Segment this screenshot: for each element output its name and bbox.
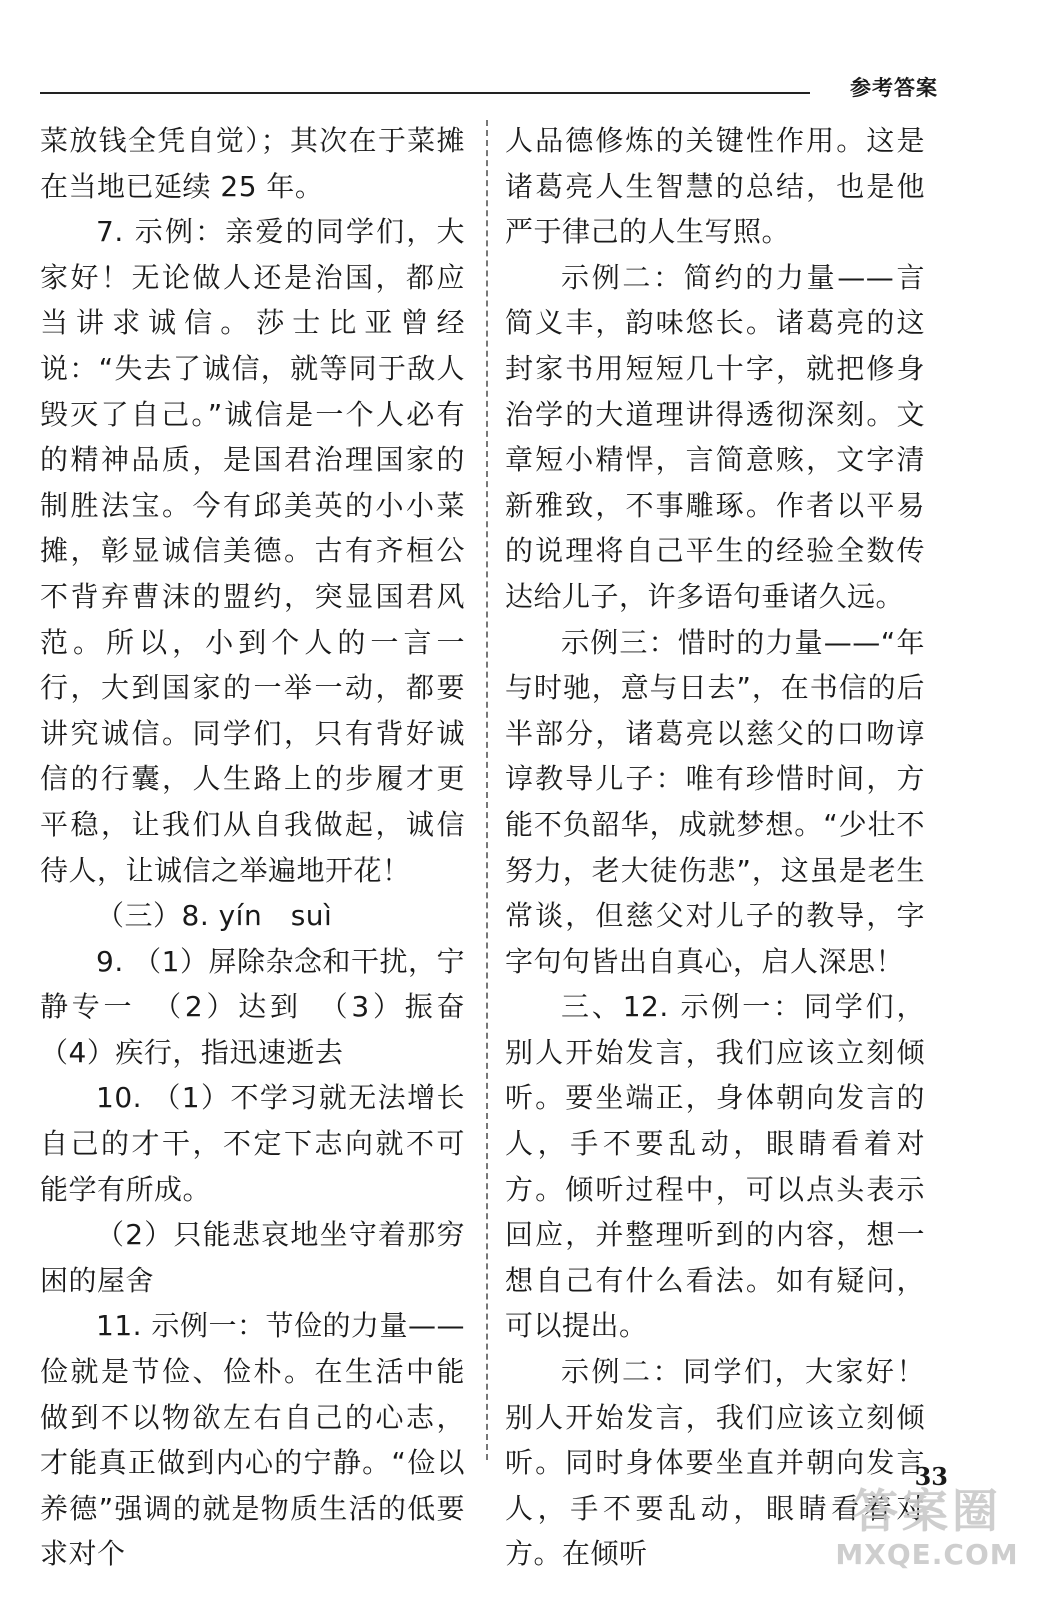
- left-paragraph-7: 11. 示例一：节俭的力量——俭就是节俭、俭朴。在生活中能做到不以物欲左右自己的心志，才能真正做到内心的宁静。“俭以养德”强调的就是物质生活的低要求对个: [40, 1309, 465, 1571]
- header-title: 参考答案: [850, 76, 938, 100]
- right-paragraph-3: 示例三：惜时的力量——“年与时驰，意与日去”，在书信的后半部分，诸葛亮以慈父的口吻谆谆教导儿子：唯有珍惜时间，方能不负韶华，成就梦想。“少壮不努力，老大徒伤悲”，这虽是老生常谈，但慈父对儿子的教导，字字句句皆出自真心，启人深思！: [505, 625, 925, 978]
- right-paragraph-5: 示例二：同学们，大家好！别人开始发言，我们应该立刻倾听。同时身体要坐直并朝向发言人，手不要乱动，眼睛看着对方。在倾听: [505, 1355, 925, 1571]
- right-column: [505, 118, 925, 1577]
- watermark-line-1: 答案圈: [852, 1484, 1002, 1538]
- left-paragraph-2: 7. 示例：亲爱的同学们，大家好！无论做人还是治国，都应当讲求诚信。莎士比亚曾经说：“失去了诚信，就等同于敌人毁灭了自己。”诚信是一个人必有的精神品质，是国君治理国家的制胜法宝。今有邱美英的小小菜摊，彰显诚信美德。古有齐桓公不背弃曹沫的盟约，突显国君风范。所以，小到个人的一言一行，大到国家的一举一动，都要讲究诚信。同学们，只有背好诚信的行囊，人生路上的步履才更平稳，让我们从自我做起，诚信待人，让诚信之举遍地开花！: [40, 215, 465, 887]
- column-divider: [486, 120, 488, 1460]
- watermark-logo: [822, 1484, 1032, 1594]
- right-paragraph-1: 人品德修炼的关键性作用。这是诸葛亮人生智慧的总结，也是他严于律己的人生写照。: [505, 124, 925, 249]
- right-paragraph-2: 示例二：简约的力量——言简义丰，韵味悠长。诸葛亮的这封家书用短短几十字，就把修身治学的大道理讲得透彻深刻。文章短小精悍，言简意赅，文字清新雅致，不事雕琢。作者以平易的说理将自己平生的经验全数传达给儿子，许多语句垂诸久远。: [505, 260, 925, 613]
- left-paragraph-4: 9. （1）屏除杂念和干扰，宁静专一 （2）达到 （3）振奋（4）疾行，指迅速逝去: [40, 944, 465, 1069]
- left-paragraph-5: 10. （1）不学习就无法增长自己的才干，不定下志向就不可能学有所成。: [40, 1081, 465, 1206]
- watermark-line-2: MXQE.COM: [835, 1538, 1019, 1571]
- left-paragraph-6: （2）只能悲哀地坐守着那穷困的屋舍: [40, 1218, 465, 1297]
- left-paragraph-3: （三）8. yín suì: [96, 899, 333, 933]
- left-paragraph-1: 菜放钱全凭自觉）；其次在于菜摊在当地已延续 25 年。: [40, 124, 465, 203]
- right-paragraph-4: 三、12. 示例一：同学们，别人开始发言，我们应该立刻倾听。要坐端正，身体朝向发言的人，手不要乱动，眼睛看着对方。倾听过程中，可以点头表示回应，并整理听到的内容，想一想自己有什么看法。如有疑问，可以提出。: [505, 990, 925, 1343]
- left-column: [40, 118, 465, 1577]
- header-rule: [40, 92, 810, 94]
- page-number: 33: [914, 1462, 948, 1491]
